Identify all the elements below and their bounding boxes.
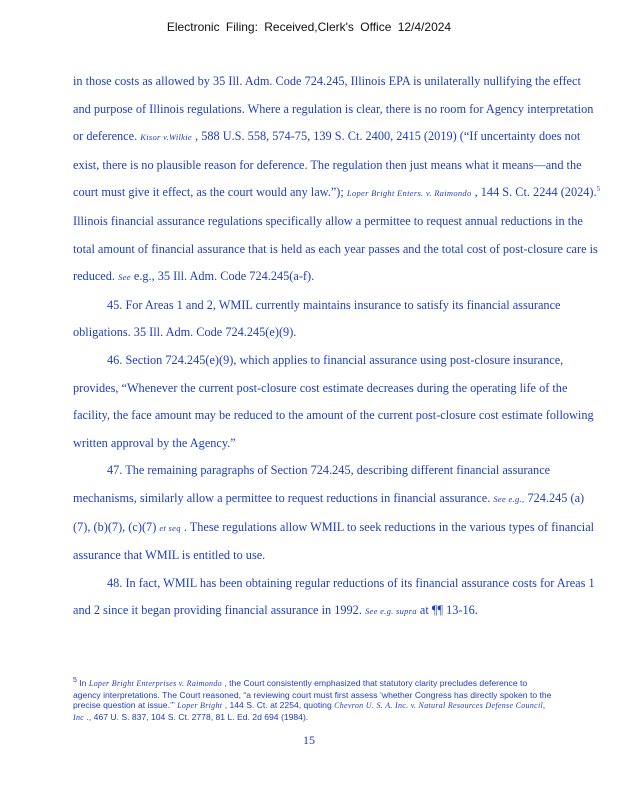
footnote-ref: 5	[596, 185, 601, 194]
signal-supra: See e.g. supra	[364, 606, 417, 617]
signal-et-seq: et seq	[159, 522, 181, 533]
case-cite-loper: Loper Bright Enters. v. Raimondo	[346, 188, 472, 199]
signal-see: See	[118, 272, 131, 283]
paragraph-46: 46. Section 724.245(e)(9), which applies to financial assurance using post-closure insurance, provides, “Whenever the current post-closure cost estimate decreases during the operating life of the facility, the face amount may be reduced to the amount of the current post-closure cost estimate following written approval by the Agency.”	[73, 352, 594, 450]
footnote-number: 5	[73, 677, 77, 685]
paragraph-48: 48. In fact, WMIL has been obtaining regular reductions of its financial assurance costs for Areas 1 and 2 since it began providing financial assurance in 1992. See e.g. supra at ¶¶ 13-16.	[73, 575, 595, 618]
case-cite-kisor: Kisor v.Wilkie	[140, 132, 192, 143]
paragraph-continuation: in those costs as allowed by 35 Ill. Adm. Code 724.245, Illinois EPA is unilaterally nullifying the effect and purpose of Illinois regulations. Where a regulation is clear, there is no room for Agency interpretation or deference. Kisor v.Wilkie , 588 U.S. 558, 574-75, 139 S. Ct. 2400, 2415 (2019) (“If uncertainty does not exist, there is no plausible reason for deference. The regulation then just means what it means—and the court must give it effect, as the court would any law.”); Loper Bright Enters. v. Raimondo , 144 S. Ct. 2244 (2024).$^5$ Illinois financial assurance regulations specifically allow a permittee to request annual reductions in the total amount of financial assurance that is held as each year passes and the total cost of post-closure care is reduced. See e.g., 35 Ill. Adm. Code 724.245(a-f).	[73, 74, 601, 284]
signal-see-eg: See e.g.,	[493, 493, 525, 504]
filing-header: Electronic Filing: Received,Clerk's Office 12/4/2024	[166, 20, 452, 34]
paragraph-45: 45. For Areas 1 and 2, WMIL currently maintains insurance to satisfy its financial assurance obligations. 35 Ill. Adm. Code 724.245(e)(9).	[73, 297, 561, 340]
footnote: $^5$ In Loper Bright Enterprises v. Raimondo , the Court consistently emphasized that statutory clarity precludes deference to agency interpretations. The Court reasoned, “a reviewing court must first assess ‘whether Congress has directly spoken to the precise question at issue.’” Loper Bright , 144 S. Ct. at 2254, quoting Chevron U. S. A. Inc. v. Natural Resources Defense Council, Inc ., 467 U. S. 837, 104 S. Ct. 2778, 81 L. Ed. 2d 694 (1984).	[73, 677, 552, 722]
document-body	[73, 68, 601, 626]
paragraph-47: 47. The remaining paragraphs of Section 724.245, describing different financial assurance mechanisms, similarly allow a permittee to request reductions in financial assurance. See e.g., 724.245 (a)(7), (b)(7), (c)(7) et seq . These regulations allow WMIL to seek reductions in the various types of financial assurance that WMIL is entitled to use.	[73, 463, 595, 563]
page-number: 15	[303, 733, 315, 747]
